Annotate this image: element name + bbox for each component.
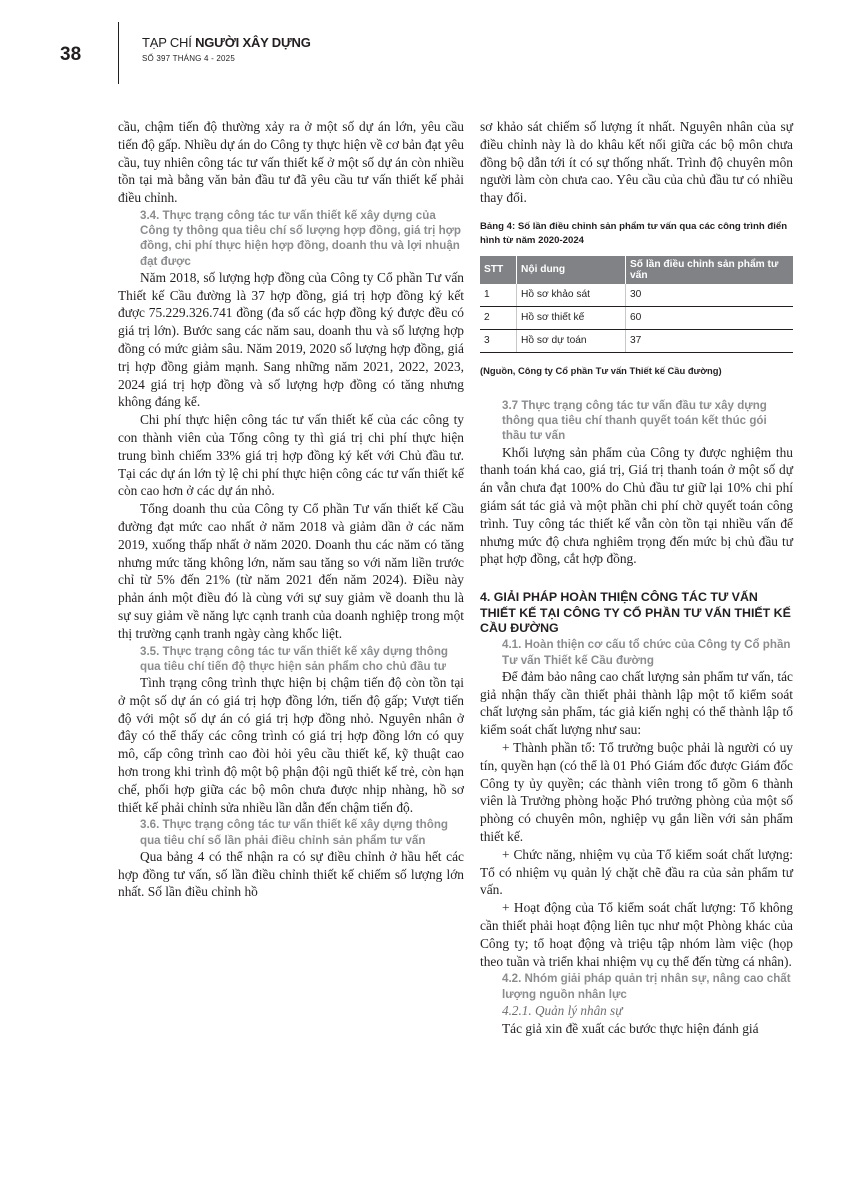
cell-count: 60 xyxy=(626,306,794,329)
table-header-row xyxy=(480,256,793,284)
paragraph: Tình trạng công trình thực hiện bị chậm tiến độ còn tồn tại ở một số dự án có giá trị hợp đồng lớn, tiến độ gấp; Vượt tiến độ với một số dự án có giá trị hợp đồng nhỏ. Nguyên nhân ở đây có thể thấy các công trình có giá trị hợp đồng lớn có quy mô, cấp công trình cao đòi hỏi yêu cầu thiết kế, kỹ thuật cao hơn trong khi trình độ một bộ phận đội ngũ thiết kế trẻ, còn hạn chế, phối hợp giữa các bộ môn chưa được nhịp nhàng, hồ sơ thiết kế phải chỉnh sửa nhiều lần dẫn đến chậm tiến độ. xyxy=(118,674,464,815)
magazine-name: NGƯỜI XÂY DỰNG xyxy=(195,35,311,50)
paragraph: Tác giả xin đề xuất các bước thực hiện đánh giá xyxy=(502,1020,759,1036)
page-header xyxy=(0,0,854,90)
paragraph: Khối lượng sản phẩm của Công ty được nghiệm thu thanh toán khá cao, giá trị, Giá trị thanh toán ở một số dự án vẫn chưa đạt 100% do Chủ đầu tư giữ lại 10% chi phí giám sát tác giả và một phần chi phí chờ quyết toán công trình. Tuy công tác thiết kế vẫn còn tồn tại nhiều vấn để nhưng mức độ chưa nghiêm trọng đến mức bị chủ đầu tư phạt hợp đồng, cắt hợp đồng. xyxy=(480,444,793,567)
paragraph: + Hoạt động của Tổ kiểm soát chất lượng: Tổ không cần thiết phải hoạt động liên tục như một Phòng khác của Công ty; tổ hoạt động và triệu tập nhóm làm việc (họp theo tuần và triển khai nhiệm vụ cụ thể đến từng cá nhân). xyxy=(480,900,793,969)
table-row xyxy=(480,306,793,329)
cell-content: Hồ sơ thiết kế xyxy=(517,306,626,329)
right-column xyxy=(480,118,793,1037)
paragraph: sơ khảo sát chiếm số lượng ít nhất. Nguyên nhân của sự điều chỉnh này là do khâu kết nối giữa các bộ môn chưa đồng bộ dẫn tới ít có sự thống nhất. Trình độ chuyên môn người làm còn chưa cao. Yêu cầu của chủ đầu tư có nhiều thay đổi. xyxy=(480,119,793,206)
table-row xyxy=(480,284,793,307)
table-row xyxy=(480,329,793,352)
header-count: Số lần điều chỉnh sản phẩm tư vấn xyxy=(626,256,794,284)
paragraph: + Chức năng, nhiệm vụ của Tổ kiểm soát chất lượng: Tổ có nhiệm vụ quản lý chặt chẽ đầu ra của sản phẩm tư vấn. xyxy=(480,846,793,898)
section-heading-4-2: 4.2. Nhóm giải pháp quản trị nhân sự, nâng cao chất lượng nguồn nhân lực xyxy=(502,972,791,1001)
cell-content: Hồ sơ khảo sát xyxy=(517,284,626,307)
section-heading-4: 4. GIẢI PHÁP HOÀN THIỆN CÔNG TÁC TƯ VẤN THIẾT KẾ TẠI CÔNG TY CỔ PHẦN TƯ VẤN THIẾT KẾ CẦU ĐƯỜNG xyxy=(480,590,791,635)
paragraph: + Thành phần tổ: Tổ trưởng buộc phải là người có uy tín, quyền hạn (có thể là 01 Phó Giám đốc được Giám đốc Công ty ủy quyền; các thành viên trong tổ gồm 6 thành viên là Trưởng phòng hoặc Phó trưởng phòng của một số phòng có chuyên môn, nghiệp vụ gắn liền với sản phẩm thiết kế. xyxy=(480,739,793,844)
paragraph: Qua bảng 4 có thể nhận ra có sự điều chỉnh ở hầu hết các hợp đồng tư vấn, số lần điều chỉnh thiết kế chiếm số lượng lớn nhất. Số lần điều chỉnh hồ xyxy=(118,848,464,900)
section-heading-3-4: 3.4. Thực trạng công tác tư vấn thiết kế xây dựng của Công ty thông qua tiêu chí số lượng hợp đồng, giá trị hợp đồng, chi phí thực hiện hợp đồng, doanh thu và lợi nhuận đạt được xyxy=(140,208,462,268)
page-number: 38 xyxy=(60,44,82,65)
paragraph: Năm 2018, số lượng hợp đồng của Công ty Cổ phần Tư vấn Thiết kế Cầu đường là 37 hợp đồng, giá trị hợp đồng ký kết được 75.229.326.741 đồng (đa số các hợp đồng ký được đều có giá trị lớn). Bước sang các năm sau, doanh thu và số lượng hợp đồng có mức giảm sâu. Năm 2019, 2020 số lượng hợp đồng, giá trị hợp đồng giảm mạnh. Sang những năm 2021, 2022, 2023, 2024 giá trị hợp đồng và số lượng hợp đồng có tăng nhưng không đáng kể. xyxy=(118,269,464,410)
header-content: Nội dung xyxy=(517,256,626,284)
cell-stt: 2 xyxy=(480,306,517,329)
cell-stt: 3 xyxy=(480,329,517,352)
magazine-title xyxy=(142,35,311,50)
paragraph: Chi phí thực hiện công tác tư vấn thiết kế của các công ty con thành viên của Tổng công ty thì giá trị chi phí thực hiện trung bình chiếm 33% giá trị hợp đồng ký kết với Chủ đầu tư. Tại các dự án lớn tỷ lệ chi phí thực hiện công các tư vấn thiết kế còn cao hơn ở các dự án nhỏ. xyxy=(118,412,464,499)
paragraph: cầu, chậm tiến độ thường xảy ra ở một số dự án lớn, yêu cầu tiến độ gấp. Nhiều dự án do Công ty thực hiện về cơ bản đạt yêu cầu, tuy nhiên công tác tư vấn thiết kế ở một số dự án còn nhiều tồn tại mà bằng văn bản đầu tư đã yêu cầu tư vấn thiết kế phải điều chỉnh. xyxy=(118,119,464,206)
section-heading-3-5: 3.5. Thực trạng công tác tư vấn thiết kế xây dựng thông qua tiêu chí tiến độ thực hiện sản phẩm cho chủ đầu tư xyxy=(140,644,448,673)
section-heading-3-6: 3.6. Thực trạng công tác tư vấn thiết kế xây dựng thông qua tiêu chí số lần phải điều chỉnh sản phẩm tư vấn xyxy=(140,818,448,847)
section-heading-3-7: 3.7 Thực trạng công tác tư vấn đầu tư xây dựng thông qua tiêu chí thanh quyết toán kết thúc gói thầu tư vấn xyxy=(502,398,767,443)
header-divider xyxy=(118,22,119,84)
issue-info: SỐ 397 THÁNG 4 - 2025 xyxy=(142,54,235,63)
section-heading-4-1: 4.1. Hoàn thiện cơ cấu tổ chức của Công ty Cổ phần Tư vấn Thiết kế Cầu đường xyxy=(502,638,791,667)
table-source: (Nguồn, Công ty Cổ phần Tư vấn Thiết kế Cầu đường) xyxy=(480,364,722,376)
cell-stt: 1 xyxy=(480,284,517,307)
paragraph: Tổng doanh thu của Công ty Cổ phần Tư vấn thiết kế Cầu đường đạt mức cao nhất ở năm 2018 và giảm dần ở các năm 2019, xuống thấp nhất ở năm 2020. Doanh thu các năm có tăng nhưng mức tăng không lớn, năm sau tăng so với năm liền trước chỉ từ 5% đến 21% (từ năm 2021 đến năm 2024). Điều này phản ánh một điều đó là cùng với sự suy giảm về doanh thu là sự suy giảm về năng lực cạnh tranh của doanh nghiệp trong một thị trường cạnh tranh ngày càng khốc liệt. xyxy=(118,501,464,641)
paragraph: Để đảm bảo nâng cao chất lượng sản phẩm tư vấn, tác giả nhận thấy cần thiết phải thành lập một tổ kiểm soát chất lượng sản phẩm, tác giả kiến nghị có thể thành lập tổ kiểm soát chất lượng như sau: xyxy=(480,668,793,738)
section-heading-4-2-1: 4.2.1. Quản lý nhân sự xyxy=(502,1002,623,1018)
table-caption: Bảng 4: Số lần điều chỉnh sản phẩm tư vấn qua các công trình điển hình từ năm 2020-2024 xyxy=(480,220,788,246)
header-stt: STT xyxy=(480,256,517,284)
adjustment-table xyxy=(480,256,793,353)
left-column xyxy=(118,118,464,901)
cell-content: Hồ sơ dự toán xyxy=(517,329,626,352)
cell-count: 37 xyxy=(626,329,794,352)
magazine-prefix: TẠP CHÍ xyxy=(142,35,192,50)
cell-count: 30 xyxy=(626,284,794,307)
